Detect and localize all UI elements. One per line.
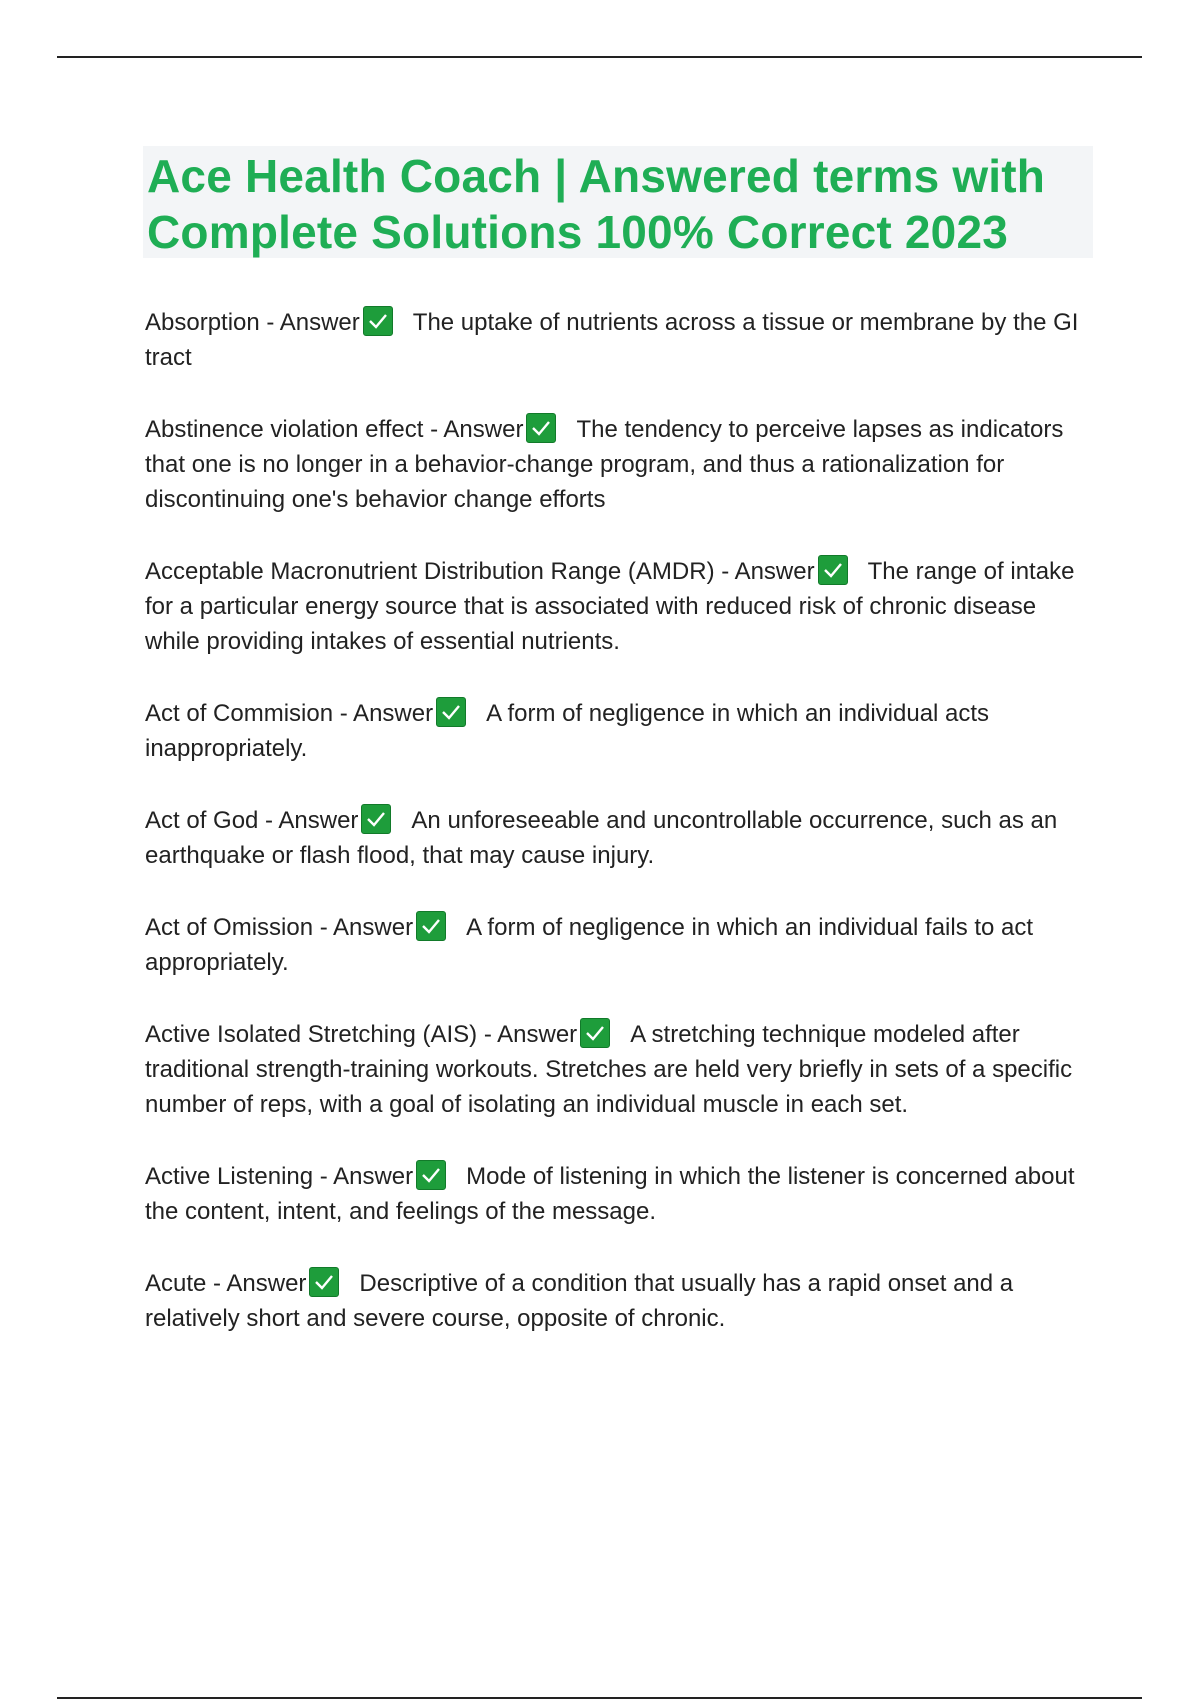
term-entry <box>145 412 1095 517</box>
term-definition: Mode of listening in which the listener is concerned about the content, intent, and feelings of the message. <box>145 1163 1075 1225</box>
term-definition: The uptake of nutrients across a tissue or membrane by the GI tract <box>145 309 1079 371</box>
term-label: Abstinence violation effect - Answer <box>145 416 524 443</box>
green-check-mark-icon <box>526 413 556 443</box>
green-check-mark-icon <box>363 306 393 336</box>
green-check-mark-icon <box>416 911 446 941</box>
term-entry <box>145 1159 1095 1229</box>
term-definition: Descriptive of a condition that usually has a rapid onset and a relatively short and severe course, opposite of chronic. <box>145 1270 1014 1332</box>
term-entry <box>145 554 1095 659</box>
green-check-mark-icon <box>309 1267 339 1297</box>
term-definition: A form of negligence in which an individual acts inappropriately. <box>145 700 990 762</box>
bottom-divider <box>57 1697 1142 1699</box>
term-definition: The range of intake for a particular energy source that is associated with reduced risk of chronic disease while providing intakes of essential nutrients. <box>145 558 1075 655</box>
term-entry <box>145 1266 1095 1336</box>
green-check-mark-icon <box>361 804 391 834</box>
term-label: Act of Commision - Answer <box>145 700 434 727</box>
term-label: Act of Omission - Answer <box>145 914 414 941</box>
green-check-mark-icon <box>818 555 848 585</box>
term-label: Act of God - Answer <box>145 807 359 834</box>
term-definition: An unforeseeable and uncontrollable occurrence, such as an earthquake or flash flood, that may cause injury. <box>145 807 1058 869</box>
green-check-mark-icon <box>580 1018 610 1048</box>
green-check-mark-icon <box>416 1160 446 1190</box>
term-label: Absorption - Answer <box>145 309 360 336</box>
term-entry <box>145 305 1095 375</box>
top-divider <box>57 56 1142 58</box>
term-entry <box>145 910 1095 980</box>
page-title: Ace Health Coach | Answered terms with Complete Solutions 100% Correct 2023 <box>147 150 1046 258</box>
term-list <box>145 305 1095 1373</box>
term-entry <box>145 696 1095 766</box>
term-definition: A form of negligence in which an individual fails to act appropriately. <box>145 914 1034 976</box>
title-banner <box>143 146 1093 258</box>
term-label: Active Isolated Stretching (AIS) - Answer <box>145 1021 578 1048</box>
green-check-mark-icon <box>436 697 466 727</box>
term-definition: A stretching technique modeled after traditional strength-training workouts. Stretches are held very briefly in sets of a specific number of reps, with a goal of isolating an individual muscle in each set. <box>145 1021 1073 1118</box>
term-label: Active Listening - Answer <box>145 1163 414 1190</box>
term-label: Acceptable Macronutrient Distribution Range (AMDR) - Answer <box>145 558 815 585</box>
term-entry <box>145 1017 1095 1122</box>
term-label: Acute - Answer <box>145 1270 307 1297</box>
term-entry <box>145 803 1095 873</box>
term-definition: The tendency to perceive lapses as indicators that one is no longer in a behavior-change program, and thus a rationalization for discontinuing one's behavior change efforts <box>145 416 1064 513</box>
